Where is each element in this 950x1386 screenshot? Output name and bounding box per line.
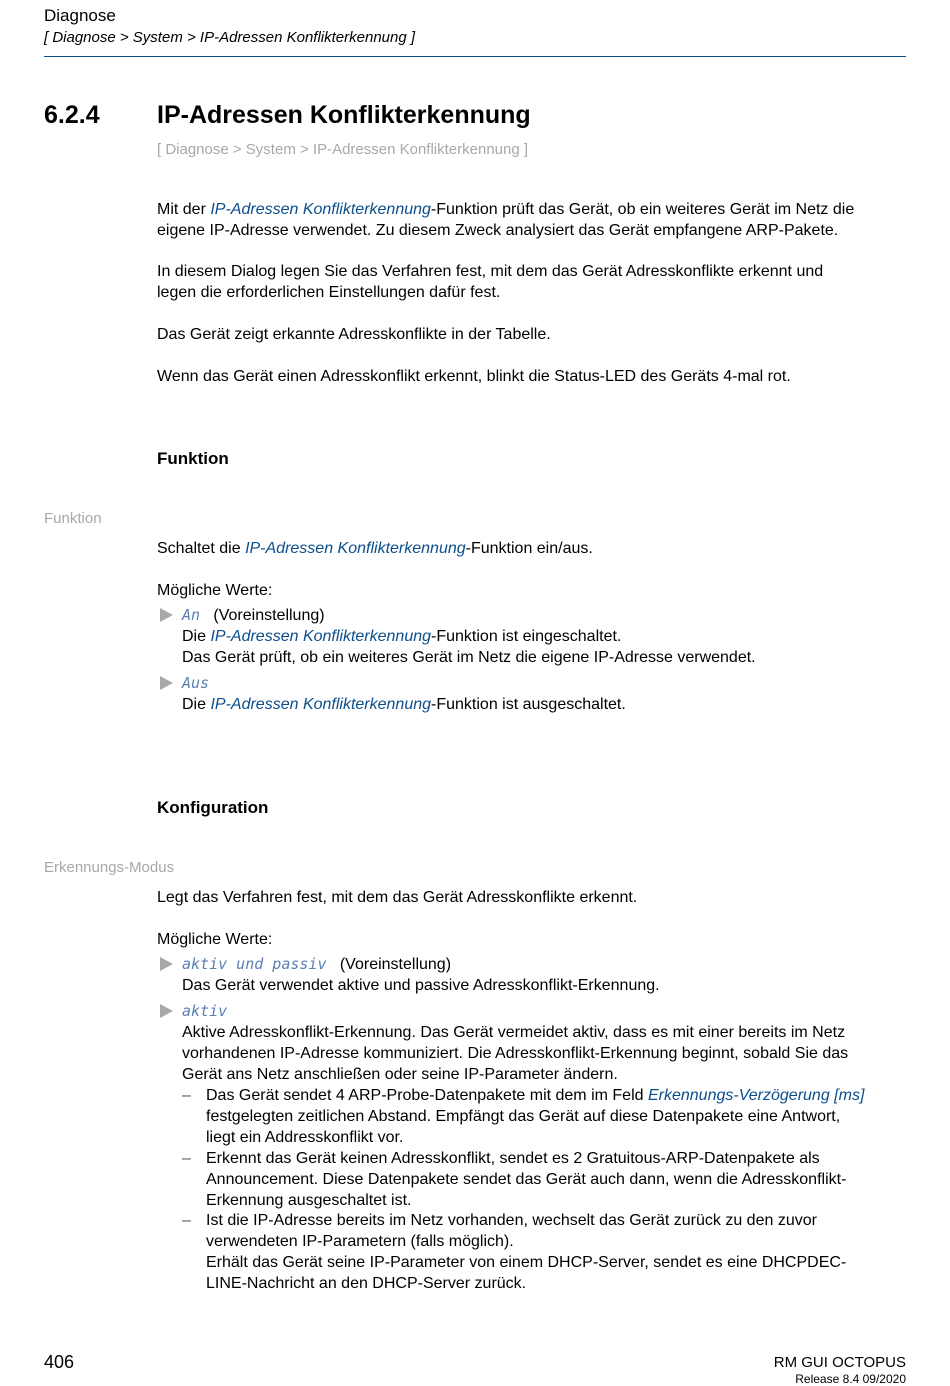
intro-p2-line-2: legen die erforderlichen Einstellungen dafür fest.	[157, 284, 501, 301]
intro-p1-text: Mit der	[157, 201, 211, 218]
konfiguration-values-label: Mögliche Werte:	[157, 931, 273, 948]
section-title: IP-Adressen Konflikterkennung	[157, 101, 531, 129]
funktion-option-an-value: An	[182, 606, 201, 624]
dash-bullet-icon: –	[182, 1087, 191, 1104]
funktion-option-an-link[interactable]: IP-Adressen Konflikterkennung	[210, 628, 432, 645]
dash-item-3-line-1: Ist die IP-Adresse bereits im Netz vorhanden, wechselt das Gerät zurück zu den zuvor	[206, 1212, 817, 1229]
funktion-heading: Funktion	[157, 449, 229, 468]
intro-p1-text-3: eigene IP-Adresse verwendet. Zu diesem Zweck analysiert das Gerät empfangene ARP-Pakete.	[157, 222, 839, 239]
funktion-option-aus-link[interactable]: IP-Adressen Konflikterkennung	[210, 696, 432, 713]
intro-p1-text-2: -Funktion prüft das Gerät, ob ein weiteres Gerät im Netz die	[430, 201, 855, 218]
dash-item-3-line-3: Erhält das Gerät seine IP-Parameter von einem DHCP-Server, sendet es eine DHCPDEC-	[206, 1254, 847, 1271]
konfiguration-heading: Konfiguration	[157, 798, 269, 817]
konfiguration-margin-label: Erkennungs-Modus	[44, 859, 175, 876]
dash-bullet-icon: –	[182, 1150, 191, 1167]
funktion-option-an-text-3: Das Gerät prüft, ob ein weiteres Gerät im Netz die eigene IP-Adresse verwendet.	[182, 649, 756, 666]
dash-item-3-line-4: LINE-Nachricht an den DHCP-Server zurück.	[206, 1275, 527, 1292]
konfiguration-option-aktiv-line-3: Gerät ans Netz anschließen oder seine IP-Parameter ändern.	[182, 1066, 618, 1083]
funktion-values-label: Mögliche Werte:	[157, 582, 273, 599]
dash-item-2-line-1: Erkennt das Gerät keinen Adresskonflikt, sendet es 2 Gratuitous-ARP-Datenpakete als	[206, 1150, 820, 1167]
funktion-desc-text: Schaltet die	[157, 540, 246, 557]
intro-p2-line-1: In diesem Dialog legen Sie das Verfahren fest, mit dem das Gerät Adresskonflikte erkennt und	[157, 263, 824, 280]
funktion-option-an	[182, 605, 907, 668]
intro-paragraph-4: Wenn das Gerät einen Adresskonflikt erkennt, blinkt die Status-LED des Geräts 4-mal rot.	[157, 368, 791, 385]
konfiguration-option-aktiv	[182, 1001, 907, 1085]
intro-paragraph-1	[157, 199, 907, 241]
funktion-option-an-text: Die	[182, 628, 211, 645]
intro-paragraph-2	[157, 261, 907, 303]
dash-item-3	[206, 1210, 906, 1294]
dash-item-2	[206, 1148, 906, 1211]
bullet-triangle-icon	[160, 608, 173, 622]
bullet-triangle-icon	[160, 676, 173, 690]
header-breadcrumb: [ Diagnose > System > IP-Adressen Konflikterkennung ]	[44, 29, 416, 46]
intro-paragraph-3: Das Gerät zeigt erkannte Adresskonflikte in der Tabelle.	[157, 326, 551, 343]
page-number: 406	[44, 1352, 75, 1372]
funktion-description	[157, 538, 907, 559]
dash-item-2-line-3: Erkennung ausgeschaltet ist.	[206, 1192, 412, 1209]
dash-bullet-icon: –	[182, 1212, 191, 1229]
funktion-option-an-default: (Voreinstellung)	[213, 607, 325, 624]
dash-item-1	[206, 1085, 906, 1148]
funktion-option-aus-text-2: -Funktion ist ausgeschaltet.	[431, 696, 626, 713]
bullet-triangle-icon	[160, 957, 173, 971]
footer-release: Release 8.4 09/2020	[795, 1372, 906, 1386]
intro-p1-link[interactable]: IP-Adressen Konflikterkennung	[210, 201, 431, 218]
funktion-desc-link[interactable]: IP-Adressen Konflikterkennung	[245, 540, 466, 557]
funktion-option-aus	[182, 673, 907, 715]
funktion-margin-label: Funktion	[44, 510, 102, 527]
dash-item-1-line-3: liegt ein Addresskonflikt vor.	[206, 1129, 404, 1146]
funktion-option-aus-value: Aus	[182, 674, 210, 692]
erkennungs-verzoegerung-link[interactable]: Erkennungs-Verzögerung [ms]	[647, 1087, 865, 1104]
konfiguration-option-aktiv-passiv	[182, 954, 907, 996]
bullet-triangle-icon	[160, 1004, 173, 1018]
funktion-option-an-text-2: -Funktion ist eingeschaltet.	[431, 628, 622, 645]
konfiguration-option-aktiv-line-1: Aktive Adresskonflikt-Erkennung. Das Gerät vermeidet aktiv, dass es mit einer bereits im Netz	[182, 1024, 846, 1041]
konfiguration-option-default: (Voreinstellung)	[339, 956, 452, 973]
dash-item-1-line-2: festgelegten zeitlichen Abstand. Empfängt das Gerät auf diese Datenpakete eine Antwort,	[206, 1108, 841, 1125]
dash-item-2-line-2: Announcement. Diese Datenpakete sendet das Gerät auch dann, wenn die Adresskonflikt-	[206, 1171, 847, 1188]
dash-item-1-text: Das Gerät sendet 4 ARP-Probe-Datenpakete mit dem im Feld	[206, 1087, 648, 1104]
konfiguration-option-aktiv-line-2: vorhandenen IP-Adresse kommuniziert. Die Adresskonflikt-Erkennung beginnt, sobald Sie das	[182, 1045, 849, 1062]
header-divider	[44, 56, 906, 57]
dash-item-3-line-2: verwendeten IP-Parametern (falls möglich).	[206, 1233, 514, 1250]
section-breadcrumb: [ Diagnose > System > IP-Adressen Konflikterkennung ]	[157, 141, 529, 158]
footer-product: RM GUI OCTOPUS	[773, 1354, 906, 1371]
funktion-option-aus-text: Die	[182, 696, 211, 713]
header-title: Diagnose	[44, 6, 116, 25]
konfiguration-option-aktiv-passiv-value: aktiv und passiv	[182, 955, 327, 973]
konfiguration-description: Legt das Verfahren fest, mit dem das Gerät Adresskonflikte erkennt.	[157, 889, 638, 906]
funktion-desc-text-2: -Funktion ein/aus.	[465, 540, 593, 557]
section-number: 6.2.4	[44, 101, 100, 129]
konfiguration-option-aktiv-value: aktiv	[182, 1002, 228, 1020]
konfiguration-option-aktiv-passiv-desc: Das Gerät verwendet aktive und passive Adresskonflikt-Erkennung.	[182, 977, 660, 994]
